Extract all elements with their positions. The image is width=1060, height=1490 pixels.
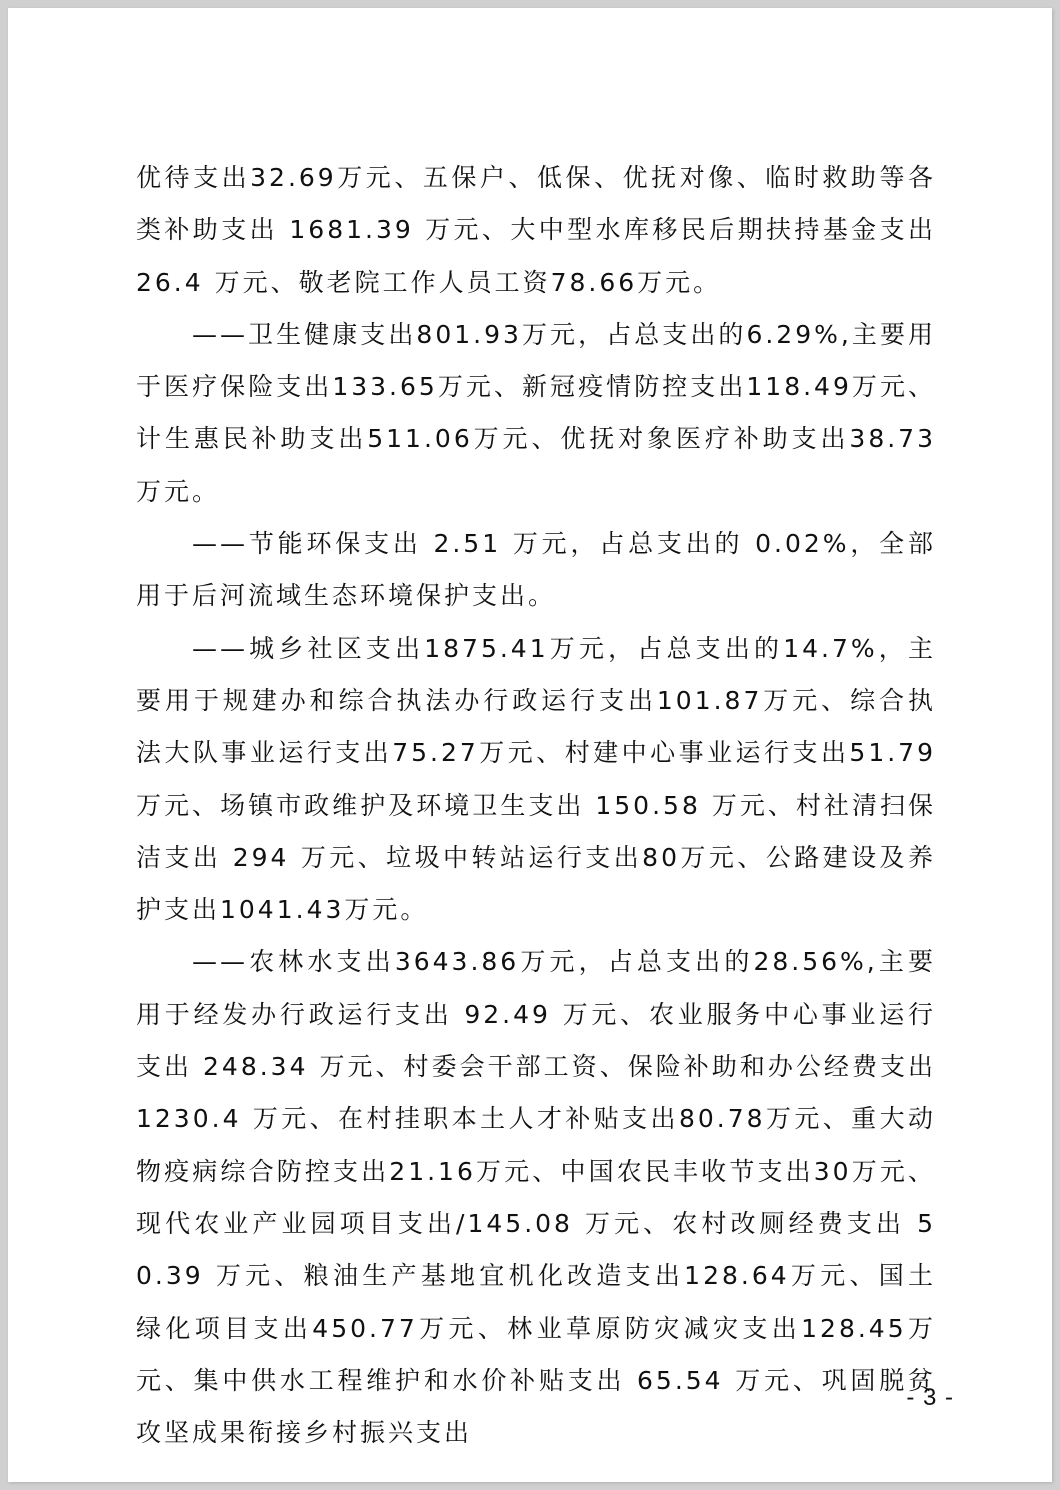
page-number: - 3 - [906,1384,954,1411]
paragraph-urban-rural-expenditure: ——城乡社区支出1875.41万元，占总支出的14.7%，主要用于规建办和综合执法办行政运行支出101.87万元、综合执法大队事业运行支出75.27万元、村建中心事业运行支出51.79万元、场镇市政维护及环境卫生支出 150.58 万元、村社清扫保洁支出 294 万元、垃圾中转站运行支出80万元、公路建设及养护支出1041.43万元。 [136,633,936,925]
page-body [136,152,936,1459]
document-page [8,8,1052,1482]
paragraph-health-expenditure: ——卫生健康支出801.93万元，占总支出的6.29%,主要用于医疗保险支出133.65万元、新冠疫情防控支出118.49万元、计生惠民补助支出511.06万元、优抚对象医疗补助支出38.73万元。 [136,319,936,506]
paragraph-social-security-continued: 优待支出32.69万元、五保户、低保、优抚对像、临时救助等各类补助支出 1681.39 万元、大中型水库移民后期扶持基金支出 26.4 万元、敬老院工作人员工资78.66万元。 [136,163,936,297]
paragraph-agriculture-expenditure: ——农林水支出3643.86万元，占总支出的28.56%,主要用于经发办行政运行支出 92.49 万元、农业服务中心事业运行支出 248.34 万元、村委会干部工资、保险补助和办公经费支出 1230.4 万元、在村挂职本土人才补贴支出80.78万元、重大动物疫病综合防控支出21.16万元、中国农民丰收节支出30万元、现代农业产业园项目支出/145.08 万元、农村改厕经费支出 50.39 万元、粮油生产基地宜机化改造支出128.64万元、国土绿化项目支出450.77万元、林业草原防灾减灾支出128.45万元、集中供水工程维护和水价补贴支出 65.54 万元、巩固脱贫攻坚成果衔接乡村振兴支出 [136,947,936,1448]
paragraph-environment-expenditure: ——节能环保支出 2.51 万元，占总支出的 0.02%，全部用于后河流域生态环境保护支出。 [136,529,936,611]
